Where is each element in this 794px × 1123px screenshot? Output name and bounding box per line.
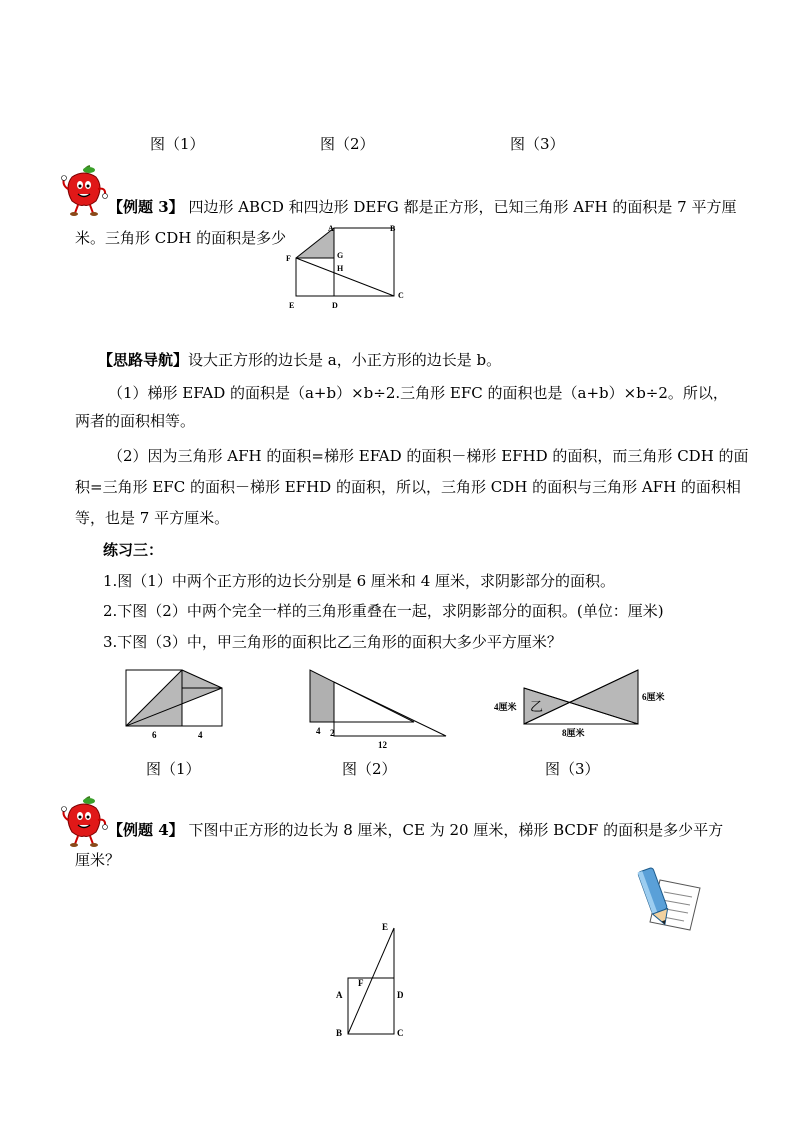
fig3-label-e: E — [289, 301, 295, 310]
apple-mascot-icon — [58, 165, 110, 217]
p2-label-12: 12 — [378, 740, 387, 750]
example3-figure — [282, 222, 412, 312]
example4-text-1: 下图中正方形的边长为 8 厘米，CE 为 20 厘米，梯形 BCDF 的面积是多少平方 — [188, 821, 724, 839]
guide-point1-2: 两者的面积相等。 — [75, 412, 196, 430]
practice-caption-3: 图（3） — [545, 760, 600, 778]
apple-mascot-icon — [58, 796, 110, 848]
e4-label-a: A — [336, 990, 343, 1000]
top-caption-3: 图（3） — [510, 135, 565, 153]
guide-intro: 设大正方形的边长是 a，小正方形的边长是 b。 — [188, 351, 502, 369]
p1-label-6: 6 — [152, 730, 157, 740]
e4-label-c: C — [397, 1028, 404, 1038]
fig3-label-c: C — [398, 291, 404, 300]
fig3-label-d: D — [332, 301, 338, 310]
fig3-label-a: A — [328, 224, 334, 233]
practice-figure-2 — [304, 664, 454, 754]
practice-figure-3 — [490, 664, 680, 744]
example4-tag: 【例题 4】 — [108, 821, 184, 839]
guide-tag: 【思路导航】 — [98, 351, 189, 369]
example3-text-1: 四边形 ABCD 和四边形 DEFG 都是正方形，已知三角形 AFH 的面积是 7 平方厘 — [188, 198, 737, 216]
practice3-q1: 1.图（1）中两个正方形的边长分别是 6 厘米和 4 厘米，求阴影部分的面积。 — [103, 572, 616, 590]
e4-label-e: E — [382, 922, 389, 932]
example3-line2: 米。三角形 CDH 的面积是多少 — [75, 229, 287, 247]
pencil-note-icon — [634, 866, 706, 934]
guide-point2-1: （2）因为三角形 AFH 的面积=梯形 EFAD 的面积－梯形 EFHD 的面积，而三角形 CDH 的面 — [108, 447, 749, 465]
guide-line — [98, 350, 501, 370]
top-caption-2: 图（2） — [320, 135, 375, 153]
practice-figure-1 — [120, 664, 230, 742]
fig3-label-b: B — [390, 224, 396, 233]
e4-label-f: F — [358, 978, 364, 988]
example4-figure — [330, 918, 420, 1044]
practice-caption-2: 图（2） — [342, 760, 397, 778]
e4-label-d: D — [397, 990, 404, 1000]
p2-label-4: 4 — [316, 726, 321, 736]
guide-point1-1: （1）梯形 EFAD 的面积是（a+b）×b÷2.三角形 EFC 的面积也是（a+b）×b÷2。所以， — [108, 384, 728, 402]
e4-label-b: B — [336, 1028, 343, 1038]
p1-label-4: 4 — [198, 730, 203, 740]
p3-label-left: 4厘米 — [494, 702, 517, 712]
practice3-q2: 2.下图（2）中两个完全一样的三角形重叠在一起，求阴影部分的面积。(单位：厘米) — [103, 602, 664, 620]
fig3-label-g: G — [337, 251, 344, 260]
practice3-q3: 3.下图（3）中，甲三角形的面积比乙三角形的面积大多少平方厘米？ — [103, 633, 562, 651]
p3-label-bottom: 8厘米 — [562, 728, 585, 738]
practice-caption-1: 图（1） — [146, 760, 201, 778]
guide-point2-2: 积=三角形 EFC 的面积－梯形 EFHD 的面积，所以，三角形 CDH 的面积与三角形 AFH 的面积相 — [75, 478, 741, 496]
example4-line1 — [108, 820, 723, 840]
fig3-label-h: H — [337, 264, 344, 273]
p2-label-2: 2 — [330, 728, 335, 738]
fig3-label-f: F — [286, 254, 291, 263]
example3-tag: 【例题 3】 — [108, 198, 184, 216]
top-caption-1: 图（1） — [150, 135, 205, 153]
p3-label-right: 6厘米 — [642, 692, 665, 702]
practice3-title: 练习三： — [103, 541, 164, 559]
example3-line1 — [108, 197, 736, 217]
p3-label-yi: 乙 — [530, 699, 544, 714]
guide-point2-3: 等，也是 7 平方厘米。 — [75, 509, 230, 527]
example4-line2: 厘米？ — [75, 851, 121, 869]
